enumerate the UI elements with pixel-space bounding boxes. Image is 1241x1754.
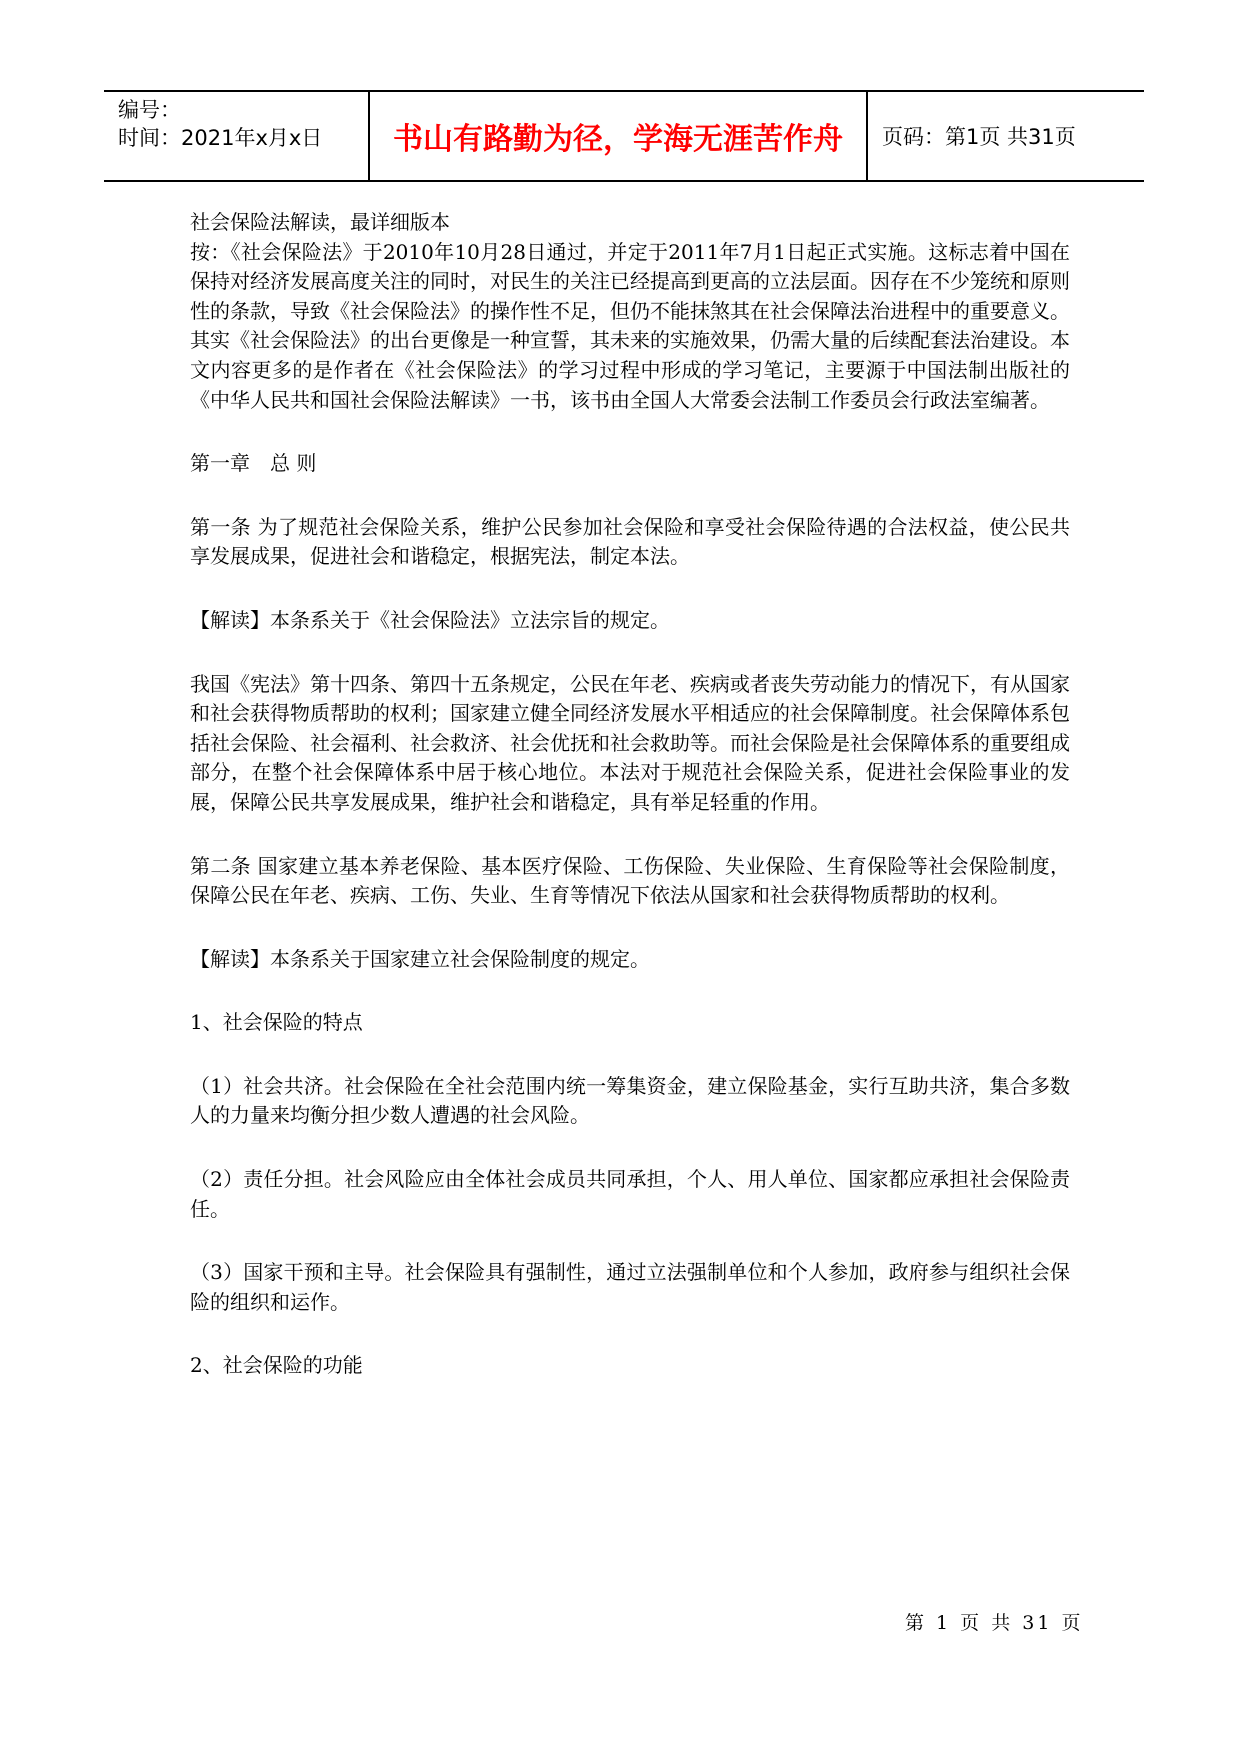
section-heading-2: 2、社会保险的功能 xyxy=(190,1353,363,1378)
list-item: （2）责任分担。社会风险应由全体社会成员共同承担，个人、用人单位、国家都应承担社会保险责任。 xyxy=(190,1167,1070,1221)
article-2: 第二条 国家建立基本养老保险、基本医疗保险、工伤保险、失业保险、生育保险等社会保险制度，保障公民在年老、疾病、工伤、失业、生育等情况下依法从国家和社会获得物质帮助的权利。 xyxy=(190,853,1070,908)
document-title: 社会保险法解读，最详细版本 xyxy=(190,210,450,234)
interpretation-1: 【解读】本条系关于《社会保险法》立法宗旨的规定。 xyxy=(190,607,670,632)
section-heading-1: 1、社会保险的特点 xyxy=(190,1010,363,1035)
paragraph-1: 我国《宪法》第十四条、第四十五条规定，公民在年老、疾病或者丧失劳动能力的情况下，有从国家和社会获得物质帮助的权利；国家建立健全同经济发展水平相适应的社会保障制度。社会保障体系包括社会保险、社会福利、社会救济、社会优抚和社会救助等。而社会保险是社会保障体系的重要组成部分，在整个社会保障体系中居于核心地位。本法对于规范社会保险关系，促进社会保险事业的发展，保障公民共享发展成果，维护社会和谐稳定，具有举足轻重的作用。 xyxy=(190,671,1070,814)
document-number-label: 编号： xyxy=(118,98,181,122)
page-header xyxy=(104,90,1144,182)
article-1: 第一条 为了规范社会保险关系，维护公民参加社会保险和享受社会保险待遇的合法权益，使公民共享发展成果，促进社会和谐稳定，根据宪法，制定本法。 xyxy=(190,514,1070,569)
list-item: （3）国家干预和主导。社会保险具有强制性，通过立法强制单位和个人参加，政府参与组织社会保险的组织和运作。 xyxy=(190,1260,1070,1314)
interpretation-2: 【解读】本条系关于国家建立社会保险制度的规定。 xyxy=(190,946,650,971)
document-time-label: 时间：2021年x月x日 xyxy=(118,126,323,150)
intro-paragraph: 按：《社会保险法》于2010年10月28日通过，并定于2011年7月1日起正式实施。这标志着中国在保持对经济发展高度关注的同时，对民生的关注已经提高到更高的立法层面。因存在不少笼统和原则性的条款，导致《社会保险法》的操作性不足，但仍不能抹煞其在社会保障法治进程中的重要意义。其实《社会保险法》的出台更像是一种宣誓，其未来的实施效果，仍需大量的后续配套法治建设。本文内容更多的是作者在《社会保险法》的学习过程中形成的学习笔记，主要源于中国法制出版社的《中华人民共和国社会保险法解读》一书，该书由全国人大常委会法制工作委员会行政法室编著。 xyxy=(190,239,1070,412)
chapter-heading: 第一章 总 则 xyxy=(190,451,317,476)
page-footer: 第 1 页 共 31 页 xyxy=(905,1612,1084,1634)
list-item: （1）社会共济。社会保险在全社会范围内统一筹集资金，建立保险基金，实行互助共济，集合多数人的力量来均衡分担少数人遭遇的社会风险。 xyxy=(190,1073,1070,1128)
document-body xyxy=(190,208,1070,1381)
header-meta xyxy=(104,92,370,180)
header-motto: 书山有路勤为径，学海无涯苦作舟 xyxy=(370,92,868,180)
header-page-label: 页码：第1页 共31页 xyxy=(882,125,1076,149)
